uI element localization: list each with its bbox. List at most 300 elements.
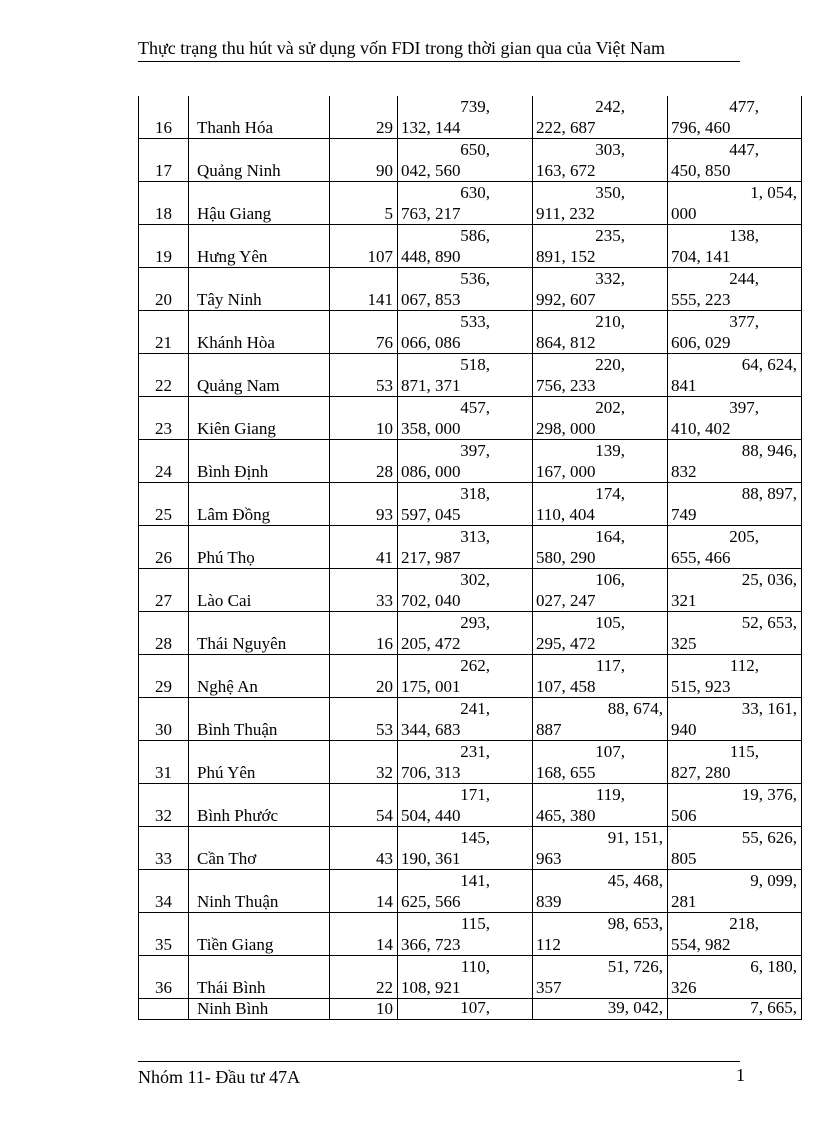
value-line-1: 19, 376, [741,785,797,804]
capital-value [533,526,667,568]
project-count: 28 [330,440,398,483]
capital-col6-cell [668,999,802,1020]
value-line-2: 295, 472 [536,634,596,653]
capital-col4-cell [398,913,533,956]
capital-col4-cell [398,225,533,268]
capital-col6-cell [668,139,802,182]
value-line-1: 115, [460,914,490,933]
value-line-1: 533, [460,312,490,331]
value-line-1: 377, [729,312,759,331]
value-line-1: 39, 042, [607,998,663,1017]
capital-value [668,956,801,998]
value-line-1: 64, 624, [741,355,797,374]
capital-col6-cell [668,956,802,999]
fdi-province-table [138,96,802,1020]
value-line-2: 448, 890 [401,247,461,266]
capital-value [668,612,801,654]
value-line-2: 839 [536,892,562,911]
capital-value [398,354,532,396]
table-body [139,96,802,1020]
capital-value [668,483,801,525]
capital-col6-cell [668,526,802,569]
capital-value [533,784,667,826]
capital-col5-cell [533,784,668,827]
capital-col4-cell [398,870,533,913]
value-line-1: 88, 897, [741,484,797,503]
value-line-1: 231, [460,742,490,761]
capital-value [533,139,667,181]
table-row [139,827,802,870]
province-name: Quảng Ninh [189,139,330,182]
project-count: 43 [330,827,398,870]
project-count: 29 [330,96,398,139]
value-line-2: 763, 217 [401,204,461,223]
capital-col4-cell [398,397,533,440]
capital-value [398,139,532,181]
row-number: 35 [139,913,189,956]
value-line-2: 796, 460 [671,118,731,137]
capital-col4-cell [398,698,533,741]
footer-group-label: Nhóm 11- Đầu tư 47A [138,1067,301,1087]
capital-col4-cell [398,612,533,655]
capital-value [668,311,801,353]
capital-value [398,440,532,482]
capital-value [668,268,801,310]
table-row [139,139,802,182]
project-count: 76 [330,311,398,354]
province-name: Bình Định [189,440,330,483]
capital-value [668,397,801,439]
table-row [139,655,802,698]
value-line-2: 805 [671,849,697,868]
table-row [139,956,802,999]
value-line-2: 217, 987 [401,548,461,567]
value-line-2: 841 [671,376,697,395]
capital-col4-cell [398,268,533,311]
capital-col5-cell [533,741,668,784]
capital-value [398,956,532,998]
capital-col4-cell [398,569,533,612]
value-line-2: 887 [536,720,562,739]
value-line-1: 235, [595,226,625,245]
table-row [139,741,802,784]
value-line-1: 1, 054, [750,183,797,202]
row-number: 17 [139,139,189,182]
value-line-2: 749 [671,505,697,524]
capital-col5-cell [533,354,668,397]
capital-col5-cell [533,311,668,354]
value-line-2: 107, 458 [536,677,596,696]
value-line-1: 7, 665, [750,998,797,1017]
value-line-2: 357 [536,978,562,997]
project-count: 14 [330,913,398,956]
row-number: 23 [139,397,189,440]
capital-col5-cell [533,225,668,268]
value-line-1: 477, [729,97,759,116]
province-name: Hậu Giang [189,182,330,225]
value-line-1: 220, [595,355,625,374]
table-row [139,397,802,440]
province-name: Bình Phước [189,784,330,827]
header-divider [138,61,740,62]
capital-col5-cell [533,483,668,526]
capital-value [533,913,667,955]
value-line-1: 202, [595,398,625,417]
capital-value [533,354,667,396]
capital-value [668,182,801,224]
capital-col6-cell [668,311,802,354]
value-line-1: 218, [729,914,759,933]
capital-col4-cell [398,655,533,698]
value-line-1: 88, 674, [607,699,663,718]
capital-value [533,96,667,138]
value-line-2: 067, 853 [401,290,461,309]
capital-col4-cell [398,139,533,182]
value-line-1: 139, [595,441,625,460]
value-line-1: 51, 726, [607,957,663,976]
capital-value [668,440,801,482]
province-name: Phú Thọ [189,526,330,569]
project-count: 32 [330,741,398,784]
capital-value [398,870,532,912]
capital-col6-cell [668,182,802,225]
capital-col6-cell [668,741,802,784]
capital-col5-cell [533,526,668,569]
row-number: 29 [139,655,189,698]
value-line-1: 141, [460,871,490,890]
capital-col6-cell [668,913,802,956]
capital-col5-cell [533,139,668,182]
capital-col6-cell [668,483,802,526]
value-line-1: 9, 099, [750,871,797,890]
value-line-1: 107, [460,998,490,1017]
capital-col4-cell [398,827,533,870]
value-line-2: 702, 040 [401,591,461,610]
capital-col4-cell [398,440,533,483]
value-line-2: 625, 566 [401,892,461,911]
capital-col6-cell [668,225,802,268]
value-line-2: 112 [536,935,561,954]
capital-value [668,655,801,697]
capital-col4-cell [398,526,533,569]
table-row [139,784,802,827]
province-name: Kiên Giang [189,397,330,440]
capital-value [533,741,667,783]
province-name: Lâm Đồng [189,483,330,526]
value-line-1: 244, [729,269,759,288]
value-line-2: 086, 000 [401,462,461,481]
capital-value [398,182,532,224]
value-line-1: 119, [595,785,625,804]
value-line-1: 115, [729,742,759,761]
value-line-2: 704, 141 [671,247,731,266]
value-line-1: 45, 468, [607,871,663,890]
province-name: Ninh Thuận [189,870,330,913]
capital-col6-cell [668,655,802,698]
table-row [139,182,802,225]
capital-value [668,741,801,783]
value-line-1: 91, 151, [607,828,663,847]
value-line-1: 174, [595,484,625,503]
value-line-1: 25, 036, [741,570,797,589]
value-line-1: 262, [460,656,490,675]
province-name: Khánh Hòa [189,311,330,354]
capital-col6-cell [668,870,802,913]
project-count: 41 [330,526,398,569]
row-number: 22 [139,354,189,397]
table-row [139,268,802,311]
capital-col5-cell [533,612,668,655]
value-line-1: 586, [460,226,490,245]
capital-col6-cell [668,268,802,311]
value-line-1: 138, [729,226,759,245]
capital-value [533,655,667,697]
row-number: 30 [139,698,189,741]
province-name: Quảng Nam [189,354,330,397]
province-name: Cần Thơ [189,827,330,870]
row-number: 16 [139,96,189,139]
value-line-2: 756, 233 [536,376,596,395]
project-count: 14 [330,870,398,913]
row-number: 25 [139,483,189,526]
capital-col5-cell [533,698,668,741]
capital-value [398,268,532,310]
value-line-2: 298, 000 [536,419,596,438]
value-line-1: 98, 653, [607,914,663,933]
value-line-1: 350, [595,183,625,202]
value-line-1: 518, [460,355,490,374]
value-line-2: 281 [671,892,697,911]
value-line-2: 321 [671,591,697,610]
capital-value [533,612,667,654]
capital-value [533,182,667,224]
capital-value [533,569,667,611]
value-line-2: 515, 923 [671,677,731,696]
capital-value [668,354,801,396]
value-line-2: 344, 683 [401,720,461,739]
capital-value [398,698,532,740]
page-number: 1 [736,1065,745,1085]
value-line-1: 171, [460,785,490,804]
row-number: 26 [139,526,189,569]
capital-value [668,827,801,869]
value-line-1: 241, [460,699,490,718]
capital-col4-cell [398,784,533,827]
value-line-1: 536, [460,269,490,288]
capital-col6-cell [668,827,802,870]
value-line-1: 55, 626, [741,828,797,847]
capital-col5-cell [533,827,668,870]
table-row [139,870,802,913]
value-line-2: 554, 982 [671,935,731,954]
capital-value [398,741,532,783]
capital-col5-cell [533,440,668,483]
capital-col6-cell [668,612,802,655]
province-name: Tây Ninh [189,268,330,311]
project-count: 20 [330,655,398,698]
capital-col5-cell [533,956,668,999]
table-row [139,354,802,397]
province-name: Thái Nguyên [189,612,330,655]
value-line-2: 832 [671,462,697,481]
value-line-2: 358, 000 [401,419,461,438]
capital-col4-cell [398,483,533,526]
capital-value [398,569,532,611]
capital-col5-cell [533,96,668,139]
row-number: 21 [139,311,189,354]
value-line-1: 117, [595,656,625,675]
value-line-1: 205, [729,527,759,546]
value-line-2: 027, 247 [536,591,596,610]
capital-value [533,440,667,482]
value-line-2: 827, 280 [671,763,731,782]
value-line-2: 132, 144 [401,118,461,137]
row-number [139,999,189,1020]
row-number: 27 [139,569,189,612]
value-line-2: 504, 440 [401,806,461,825]
value-line-2: 940 [671,720,697,739]
project-count: 16 [330,612,398,655]
value-line-2: 871, 371 [401,376,461,395]
table-row [139,612,802,655]
value-line-2: 175, 001 [401,677,461,696]
value-line-2: 450, 850 [671,161,731,180]
footer-divider [138,1061,740,1062]
capital-value [533,397,667,439]
capital-value [533,827,667,869]
value-line-2: 410, 402 [671,419,731,438]
capital-col5-cell [533,182,668,225]
project-count: 107 [330,225,398,268]
value-line-1: 210, [595,312,625,331]
capital-col5-cell [533,655,668,698]
capital-col5-cell [533,397,668,440]
province-name: Thái Bình [189,956,330,999]
value-line-1: 397, [460,441,490,460]
capital-value [398,96,532,138]
table-row [139,225,802,268]
province-name: Ninh Bình [189,999,330,1020]
value-line-1: 739, [460,97,490,116]
value-line-2: 891, 152 [536,247,596,266]
table-row [139,913,802,956]
capital-col6-cell [668,354,802,397]
capital-value [398,827,532,869]
capital-col4-cell [398,96,533,139]
capital-value [398,311,532,353]
capital-col6-cell [668,784,802,827]
value-line-1: 112, [729,656,759,675]
capital-value [398,784,532,826]
capital-value [398,913,532,955]
table-row [139,698,802,741]
value-line-2: 110, 404 [536,505,595,524]
value-line-2: 597, 045 [401,505,461,524]
value-line-1: 145, [460,828,490,847]
value-line-2: 042, 560 [401,161,461,180]
capital-value [668,526,801,568]
project-count: 141 [330,268,398,311]
row-number: 28 [139,612,189,655]
capital-value [533,483,667,525]
capital-value [533,311,667,353]
value-line-2: 706, 313 [401,763,461,782]
value-line-1: 303, [595,140,625,159]
project-count: 22 [330,956,398,999]
table-row [139,569,802,612]
value-line-2: 163, 672 [536,161,596,180]
value-line-2: 066, 086 [401,333,461,352]
value-line-1: 242, [595,97,625,116]
value-line-1: 457, [460,398,490,417]
province-name: Nghệ An [189,655,330,698]
province-name: Hưng Yên [189,225,330,268]
value-line-2: 963 [536,849,562,868]
value-line-1: 293, [460,613,490,632]
value-line-2: 205, 472 [401,634,461,653]
capital-value [398,483,532,525]
capital-value [398,225,532,267]
capital-value [398,612,532,654]
row-number: 31 [139,741,189,784]
capital-value [533,225,667,267]
table-row [139,96,802,139]
project-count: 10 [330,397,398,440]
value-line-1: 33, 161, [741,699,797,718]
capital-col6-cell [668,569,802,612]
value-line-1: 302, [460,570,490,589]
capital-col5-cell [533,268,668,311]
value-line-1: 164, [595,527,625,546]
capital-col6-cell [668,440,802,483]
capital-col6-cell [668,698,802,741]
value-line-1: 110, [460,957,490,976]
table-row [139,311,802,354]
value-line-1: 332, [595,269,625,288]
capital-value [398,397,532,439]
capital-value [533,268,667,310]
value-line-1: 630, [460,183,490,202]
value-line-1: 106, [595,570,625,589]
capital-value [533,870,667,912]
capital-col4-cell [398,956,533,999]
value-line-1: 52, 653, [741,613,797,632]
capital-value [668,139,801,181]
capital-value [668,96,801,138]
project-count: 33 [330,569,398,612]
table-row [139,483,802,526]
province-name: Lào Cai [189,569,330,612]
value-line-2: 366, 723 [401,935,461,954]
capital-col5-cell [533,870,668,913]
value-line-2: 325 [671,634,697,653]
capital-value [668,569,801,611]
capital-col4-cell [398,354,533,397]
value-line-1: 88, 946, [741,441,797,460]
row-number: 19 [139,225,189,268]
province-name: Phú Yên [189,741,330,784]
value-line-2: 167, 000 [536,462,596,481]
capital-value [668,784,801,826]
capital-value [668,225,801,267]
value-line-2: 911, 232 [536,204,595,223]
value-line-1: 650, [460,140,490,159]
table-row [139,526,802,569]
value-line-2: 655, 466 [671,548,731,567]
row-number: 32 [139,784,189,827]
page-header-title: Thực trạng thu hút và sử dụng vốn FDI trong thời gian qua của Việt Nam [138,38,666,58]
capital-col6-cell [668,397,802,440]
